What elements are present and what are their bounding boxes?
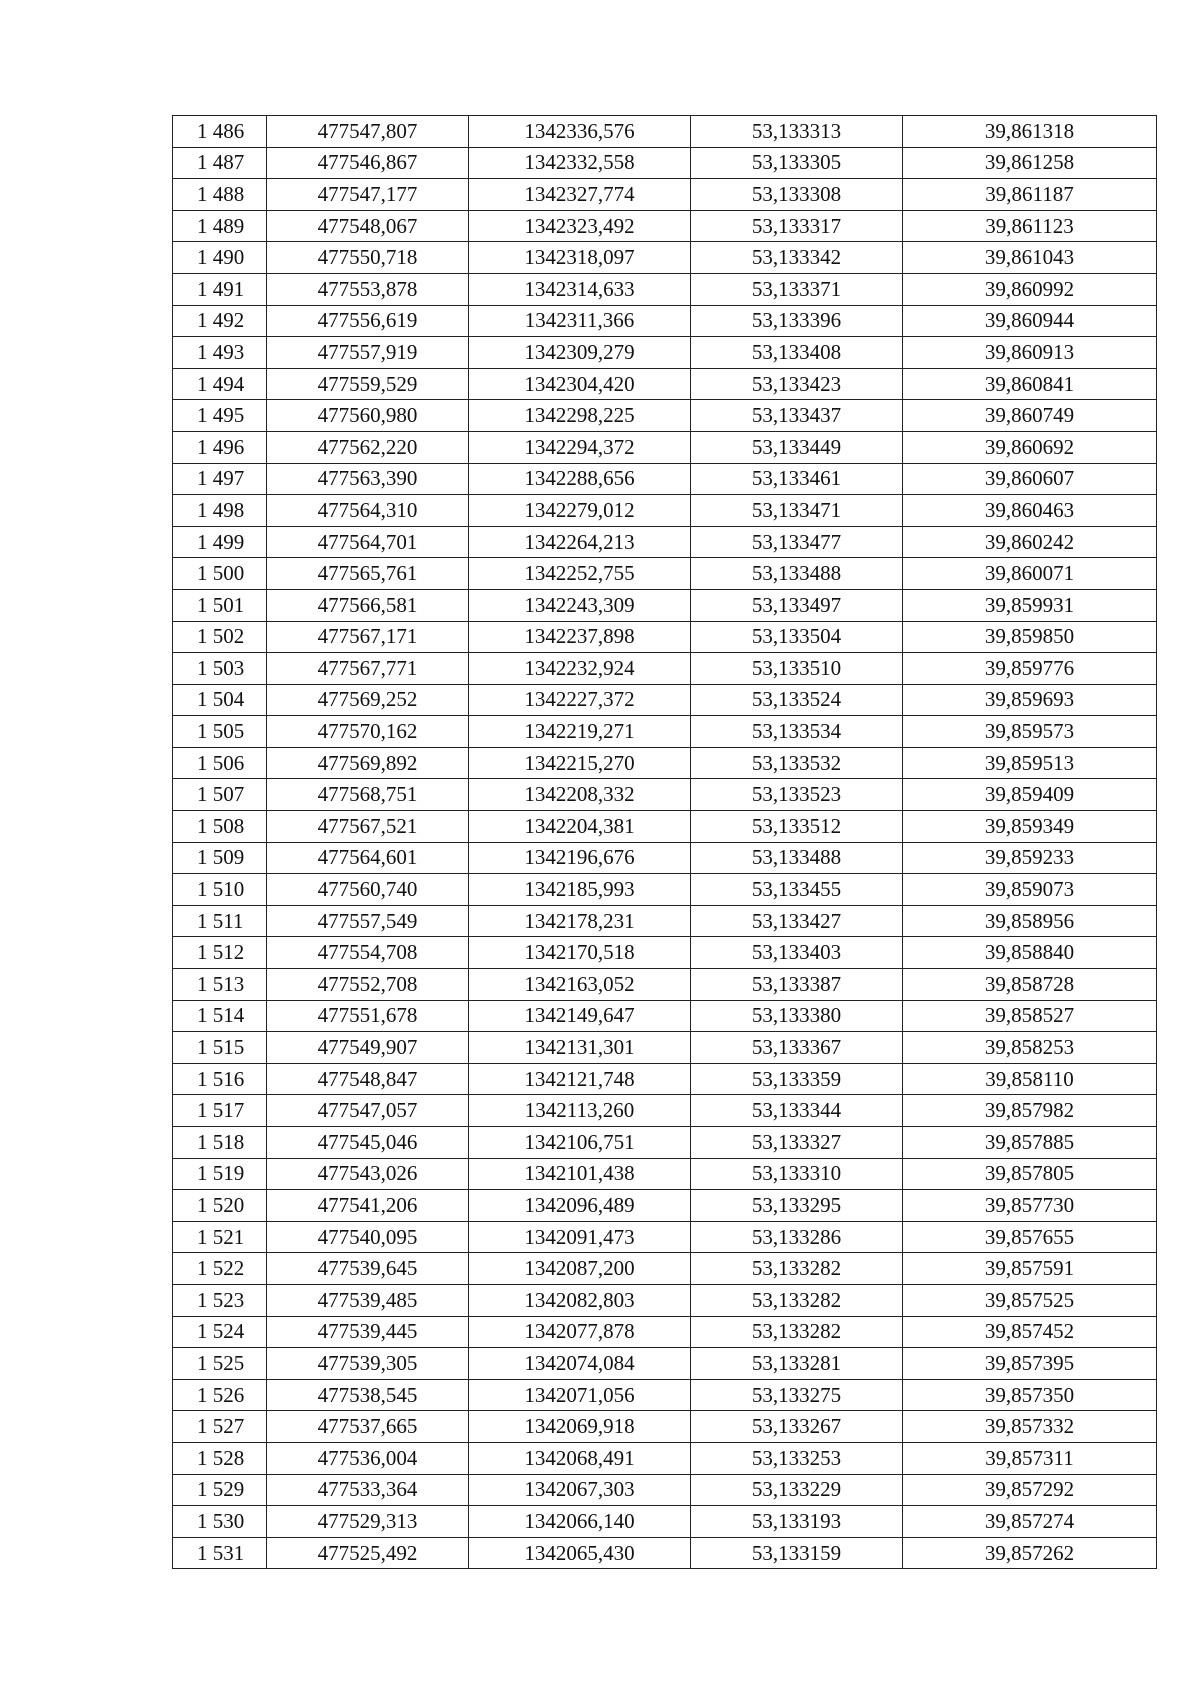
point-number-cell: 1 516 [173, 1063, 267, 1095]
point-number-cell: 1 489 [173, 210, 267, 242]
latitude-cell: 53,133523 [691, 779, 903, 811]
table-row [173, 937, 1157, 969]
latitude-cell: 53,133396 [691, 305, 903, 337]
longitude-cell: 39,857395 [903, 1348, 1157, 1380]
x-coordinate-cell: 477539,485 [267, 1284, 469, 1316]
point-number-cell: 1 504 [173, 684, 267, 716]
table-row [173, 1537, 1157, 1569]
longitude-cell: 39,860692 [903, 431, 1157, 463]
table-row [173, 1474, 1157, 1506]
y-coordinate-cell: 1342071,056 [469, 1379, 691, 1411]
point-number-cell: 1 498 [173, 495, 267, 527]
table-row [173, 1032, 1157, 1064]
x-coordinate-cell: 477546,867 [267, 147, 469, 179]
x-coordinate-cell: 477569,252 [267, 684, 469, 716]
x-coordinate-cell: 477564,601 [267, 842, 469, 874]
longitude-cell: 39,859233 [903, 842, 1157, 874]
y-coordinate-cell: 1342279,012 [469, 495, 691, 527]
latitude-cell: 53,133423 [691, 368, 903, 400]
table-row [173, 1190, 1157, 1222]
coordinates-table [172, 115, 1157, 1569]
y-coordinate-cell: 1342227,372 [469, 684, 691, 716]
longitude-cell: 39,859513 [903, 747, 1157, 779]
point-number-cell: 1 529 [173, 1474, 267, 1506]
longitude-cell: 39,860071 [903, 558, 1157, 590]
longitude-cell: 39,858956 [903, 905, 1157, 937]
longitude-cell: 39,857332 [903, 1411, 1157, 1443]
point-number-cell: 1 499 [173, 526, 267, 558]
y-coordinate-cell: 1342219,271 [469, 716, 691, 748]
table-row [173, 653, 1157, 685]
table-row [173, 242, 1157, 274]
point-number-cell: 1 520 [173, 1190, 267, 1222]
table-row [173, 1348, 1157, 1380]
table-row [173, 1221, 1157, 1253]
x-coordinate-cell: 477564,310 [267, 495, 469, 527]
latitude-cell: 53,133497 [691, 589, 903, 621]
x-coordinate-cell: 477566,581 [267, 589, 469, 621]
longitude-cell: 39,860749 [903, 400, 1157, 432]
x-coordinate-cell: 477547,057 [267, 1095, 469, 1127]
x-coordinate-cell: 477556,619 [267, 305, 469, 337]
y-coordinate-cell: 1342208,332 [469, 779, 691, 811]
latitude-cell: 53,133449 [691, 431, 903, 463]
y-coordinate-cell: 1342252,755 [469, 558, 691, 590]
y-coordinate-cell: 1342087,200 [469, 1253, 691, 1285]
latitude-cell: 53,133477 [691, 526, 903, 558]
x-coordinate-cell: 477548,067 [267, 210, 469, 242]
x-coordinate-cell: 477539,445 [267, 1316, 469, 1348]
table-row [173, 969, 1157, 1001]
longitude-cell: 39,859409 [903, 779, 1157, 811]
table-row [173, 1253, 1157, 1285]
longitude-cell: 39,861318 [903, 116, 1157, 148]
point-number-cell: 1 508 [173, 811, 267, 843]
point-number-cell: 1 510 [173, 874, 267, 906]
y-coordinate-cell: 1342314,633 [469, 273, 691, 305]
y-coordinate-cell: 1342327,774 [469, 179, 691, 211]
table-row [173, 463, 1157, 495]
table-row [173, 716, 1157, 748]
y-coordinate-cell: 1342149,647 [469, 1000, 691, 1032]
x-coordinate-cell: 477545,046 [267, 1127, 469, 1159]
longitude-cell: 39,861043 [903, 242, 1157, 274]
latitude-cell: 53,133408 [691, 337, 903, 369]
y-coordinate-cell: 1342323,492 [469, 210, 691, 242]
x-coordinate-cell: 477570,162 [267, 716, 469, 748]
longitude-cell: 39,860992 [903, 273, 1157, 305]
table-row [173, 779, 1157, 811]
y-coordinate-cell: 1342332,558 [469, 147, 691, 179]
latitude-cell: 53,133455 [691, 874, 903, 906]
table-row [173, 337, 1157, 369]
longitude-cell: 39,861187 [903, 179, 1157, 211]
latitude-cell: 53,133159 [691, 1537, 903, 1569]
table-row [173, 1158, 1157, 1190]
x-coordinate-cell: 477529,313 [267, 1506, 469, 1538]
point-number-cell: 1 490 [173, 242, 267, 274]
table-row [173, 589, 1157, 621]
point-number-cell: 1 493 [173, 337, 267, 369]
point-number-cell: 1 518 [173, 1127, 267, 1159]
point-number-cell: 1 497 [173, 463, 267, 495]
longitude-cell: 39,859693 [903, 684, 1157, 716]
x-coordinate-cell: 477564,701 [267, 526, 469, 558]
longitude-cell: 39,858253 [903, 1032, 1157, 1064]
x-coordinate-cell: 477543,026 [267, 1158, 469, 1190]
latitude-cell: 53,133344 [691, 1095, 903, 1127]
x-coordinate-cell: 477557,549 [267, 905, 469, 937]
x-coordinate-cell: 477565,761 [267, 558, 469, 590]
table-row [173, 621, 1157, 653]
x-coordinate-cell: 477533,364 [267, 1474, 469, 1506]
x-coordinate-cell: 477559,529 [267, 368, 469, 400]
table-row [173, 179, 1157, 211]
x-coordinate-cell: 477525,492 [267, 1537, 469, 1569]
longitude-cell: 39,857525 [903, 1284, 1157, 1316]
latitude-cell: 53,133532 [691, 747, 903, 779]
latitude-cell: 53,133359 [691, 1063, 903, 1095]
y-coordinate-cell: 1342121,748 [469, 1063, 691, 1095]
x-coordinate-cell: 477560,980 [267, 400, 469, 432]
longitude-cell: 39,861123 [903, 210, 1157, 242]
latitude-cell: 53,133380 [691, 1000, 903, 1032]
y-coordinate-cell: 1342066,140 [469, 1506, 691, 1538]
point-number-cell: 1 486 [173, 116, 267, 148]
y-coordinate-cell: 1342091,473 [469, 1221, 691, 1253]
longitude-cell: 39,857292 [903, 1474, 1157, 1506]
latitude-cell: 53,133461 [691, 463, 903, 495]
table-row [173, 558, 1157, 590]
table-row [173, 273, 1157, 305]
longitude-cell: 39,859931 [903, 589, 1157, 621]
table-row [173, 431, 1157, 463]
latitude-cell: 53,133342 [691, 242, 903, 274]
latitude-cell: 53,133229 [691, 1474, 903, 1506]
point-number-cell: 1 495 [173, 400, 267, 432]
table-row [173, 1316, 1157, 1348]
x-coordinate-cell: 477549,907 [267, 1032, 469, 1064]
point-number-cell: 1 491 [173, 273, 267, 305]
latitude-cell: 53,133471 [691, 495, 903, 527]
table-row [173, 1127, 1157, 1159]
x-coordinate-cell: 477563,390 [267, 463, 469, 495]
point-number-cell: 1 507 [173, 779, 267, 811]
longitude-cell: 39,857730 [903, 1190, 1157, 1222]
point-number-cell: 1 513 [173, 969, 267, 1001]
y-coordinate-cell: 1342294,372 [469, 431, 691, 463]
longitude-cell: 39,858728 [903, 969, 1157, 1001]
y-coordinate-cell: 1342077,878 [469, 1316, 691, 1348]
point-number-cell: 1 496 [173, 431, 267, 463]
y-coordinate-cell: 1342082,803 [469, 1284, 691, 1316]
y-coordinate-cell: 1342237,898 [469, 621, 691, 653]
longitude-cell: 39,857805 [903, 1158, 1157, 1190]
x-coordinate-cell: 477567,171 [267, 621, 469, 653]
x-coordinate-cell: 477550,718 [267, 242, 469, 274]
y-coordinate-cell: 1342101,438 [469, 1158, 691, 1190]
longitude-cell: 39,857350 [903, 1379, 1157, 1411]
table-row [173, 1506, 1157, 1538]
latitude-cell: 53,133253 [691, 1442, 903, 1474]
x-coordinate-cell: 477540,095 [267, 1221, 469, 1253]
table-row [173, 842, 1157, 874]
point-number-cell: 1 500 [173, 558, 267, 590]
longitude-cell: 39,857452 [903, 1316, 1157, 1348]
point-number-cell: 1 524 [173, 1316, 267, 1348]
point-number-cell: 1 512 [173, 937, 267, 969]
latitude-cell: 53,133281 [691, 1348, 903, 1380]
y-coordinate-cell: 1342336,576 [469, 116, 691, 148]
table-row [173, 147, 1157, 179]
x-coordinate-cell: 477551,678 [267, 1000, 469, 1032]
x-coordinate-cell: 477567,521 [267, 811, 469, 843]
longitude-cell: 39,857274 [903, 1506, 1157, 1538]
y-coordinate-cell: 1342113,260 [469, 1095, 691, 1127]
longitude-cell: 39,857885 [903, 1127, 1157, 1159]
longitude-cell: 39,860841 [903, 368, 1157, 400]
x-coordinate-cell: 477548,847 [267, 1063, 469, 1095]
x-coordinate-cell: 477568,751 [267, 779, 469, 811]
point-number-cell: 1 525 [173, 1348, 267, 1380]
x-coordinate-cell: 477547,177 [267, 179, 469, 211]
point-number-cell: 1 528 [173, 1442, 267, 1474]
x-coordinate-cell: 477554,708 [267, 937, 469, 969]
y-coordinate-cell: 1342318,097 [469, 242, 691, 274]
latitude-cell: 53,133305 [691, 147, 903, 179]
point-number-cell: 1 517 [173, 1095, 267, 1127]
x-coordinate-cell: 477552,708 [267, 969, 469, 1001]
longitude-cell: 39,860463 [903, 495, 1157, 527]
longitude-cell: 39,860944 [903, 305, 1157, 337]
x-coordinate-cell: 477547,807 [267, 116, 469, 148]
x-coordinate-cell: 477536,004 [267, 1442, 469, 1474]
x-coordinate-cell: 477537,665 [267, 1411, 469, 1443]
table-row [173, 684, 1157, 716]
x-coordinate-cell: 477553,878 [267, 273, 469, 305]
point-number-cell: 1 503 [173, 653, 267, 685]
latitude-cell: 53,133286 [691, 1221, 903, 1253]
latitude-cell: 53,133387 [691, 969, 903, 1001]
point-number-cell: 1 502 [173, 621, 267, 653]
point-number-cell: 1 488 [173, 179, 267, 211]
table-row [173, 1284, 1157, 1316]
table-row [173, 1095, 1157, 1127]
latitude-cell: 53,133488 [691, 558, 903, 590]
y-coordinate-cell: 1342264,213 [469, 526, 691, 558]
point-number-cell: 1 492 [173, 305, 267, 337]
longitude-cell: 39,858110 [903, 1063, 1157, 1095]
y-coordinate-cell: 1342069,918 [469, 1411, 691, 1443]
y-coordinate-cell: 1342215,270 [469, 747, 691, 779]
latitude-cell: 53,133310 [691, 1158, 903, 1190]
x-coordinate-cell: 477557,919 [267, 337, 469, 369]
point-number-cell: 1 514 [173, 1000, 267, 1032]
y-coordinate-cell: 1342131,301 [469, 1032, 691, 1064]
point-number-cell: 1 511 [173, 905, 267, 937]
longitude-cell: 39,859349 [903, 811, 1157, 843]
latitude-cell: 53,133267 [691, 1411, 903, 1443]
point-number-cell: 1 522 [173, 1253, 267, 1285]
longitude-cell: 39,857311 [903, 1442, 1157, 1474]
latitude-cell: 53,133427 [691, 905, 903, 937]
point-number-cell: 1 487 [173, 147, 267, 179]
latitude-cell: 53,133437 [691, 400, 903, 432]
point-number-cell: 1 530 [173, 1506, 267, 1538]
latitude-cell: 53,133275 [691, 1379, 903, 1411]
table-row [173, 400, 1157, 432]
table-row [173, 116, 1157, 148]
y-coordinate-cell: 1342067,303 [469, 1474, 691, 1506]
longitude-cell: 39,860242 [903, 526, 1157, 558]
table-row [173, 210, 1157, 242]
longitude-cell: 39,858840 [903, 937, 1157, 969]
longitude-cell: 39,857591 [903, 1253, 1157, 1285]
table-row [173, 1411, 1157, 1443]
latitude-cell: 53,133512 [691, 811, 903, 843]
latitude-cell: 53,133371 [691, 273, 903, 305]
latitude-cell: 53,133317 [691, 210, 903, 242]
point-number-cell: 1 526 [173, 1379, 267, 1411]
y-coordinate-cell: 1342196,676 [469, 842, 691, 874]
latitude-cell: 53,133193 [691, 1506, 903, 1538]
y-coordinate-cell: 1342304,420 [469, 368, 691, 400]
point-number-cell: 1 519 [173, 1158, 267, 1190]
table-row [173, 1379, 1157, 1411]
latitude-cell: 53,133313 [691, 116, 903, 148]
point-number-cell: 1 521 [173, 1221, 267, 1253]
point-number-cell: 1 506 [173, 747, 267, 779]
longitude-cell: 39,857982 [903, 1095, 1157, 1127]
table-row [173, 526, 1157, 558]
x-coordinate-cell: 477569,892 [267, 747, 469, 779]
longitude-cell: 39,859776 [903, 653, 1157, 685]
latitude-cell: 53,133488 [691, 842, 903, 874]
y-coordinate-cell: 1342185,993 [469, 874, 691, 906]
point-number-cell: 1 509 [173, 842, 267, 874]
x-coordinate-cell: 477567,771 [267, 653, 469, 685]
point-number-cell: 1 505 [173, 716, 267, 748]
point-number-cell: 1 515 [173, 1032, 267, 1064]
table-row [173, 495, 1157, 527]
x-coordinate-cell: 477560,740 [267, 874, 469, 906]
longitude-cell: 39,861258 [903, 147, 1157, 179]
x-coordinate-cell: 477539,645 [267, 1253, 469, 1285]
latitude-cell: 53,133295 [691, 1190, 903, 1222]
table-row [173, 1442, 1157, 1474]
x-coordinate-cell: 477539,305 [267, 1348, 469, 1380]
latitude-cell: 53,133510 [691, 653, 903, 685]
y-coordinate-cell: 1342170,518 [469, 937, 691, 969]
latitude-cell: 53,133282 [691, 1253, 903, 1285]
table-row [173, 1063, 1157, 1095]
latitude-cell: 53,133403 [691, 937, 903, 969]
latitude-cell: 53,133308 [691, 179, 903, 211]
x-coordinate-cell: 477541,206 [267, 1190, 469, 1222]
latitude-cell: 53,133367 [691, 1032, 903, 1064]
y-coordinate-cell: 1342309,279 [469, 337, 691, 369]
coordinates-table-body [173, 116, 1157, 1569]
latitude-cell: 53,133282 [691, 1284, 903, 1316]
y-coordinate-cell: 1342106,751 [469, 1127, 691, 1159]
x-coordinate-cell: 477538,545 [267, 1379, 469, 1411]
y-coordinate-cell: 1342232,924 [469, 653, 691, 685]
table-row [173, 811, 1157, 843]
y-coordinate-cell: 1342288,656 [469, 463, 691, 495]
y-coordinate-cell: 1342065,430 [469, 1537, 691, 1569]
y-coordinate-cell: 1342204,381 [469, 811, 691, 843]
table-row [173, 747, 1157, 779]
table-row [173, 1000, 1157, 1032]
table-row [173, 905, 1157, 937]
latitude-cell: 53,133534 [691, 716, 903, 748]
longitude-cell: 39,857655 [903, 1221, 1157, 1253]
latitude-cell: 53,133282 [691, 1316, 903, 1348]
latitude-cell: 53,133327 [691, 1127, 903, 1159]
point-number-cell: 1 501 [173, 589, 267, 621]
longitude-cell: 39,858527 [903, 1000, 1157, 1032]
point-number-cell: 1 527 [173, 1411, 267, 1443]
longitude-cell: 39,859073 [903, 874, 1157, 906]
x-coordinate-cell: 477562,220 [267, 431, 469, 463]
latitude-cell: 53,133524 [691, 684, 903, 716]
y-coordinate-cell: 1342096,489 [469, 1190, 691, 1222]
y-coordinate-cell: 1342074,084 [469, 1348, 691, 1380]
longitude-cell: 39,860913 [903, 337, 1157, 369]
longitude-cell: 39,859573 [903, 716, 1157, 748]
latitude-cell: 53,133504 [691, 621, 903, 653]
point-number-cell: 1 494 [173, 368, 267, 400]
longitude-cell: 39,859850 [903, 621, 1157, 653]
table-row [173, 874, 1157, 906]
y-coordinate-cell: 1342163,052 [469, 969, 691, 1001]
point-number-cell: 1 531 [173, 1537, 267, 1569]
point-number-cell: 1 523 [173, 1284, 267, 1316]
y-coordinate-cell: 1342243,309 [469, 589, 691, 621]
y-coordinate-cell: 1342178,231 [469, 905, 691, 937]
table-row [173, 368, 1157, 400]
y-coordinate-cell: 1342068,491 [469, 1442, 691, 1474]
longitude-cell: 39,857262 [903, 1537, 1157, 1569]
longitude-cell: 39,860607 [903, 463, 1157, 495]
table-row [173, 305, 1157, 337]
y-coordinate-cell: 1342311,366 [469, 305, 691, 337]
y-coordinate-cell: 1342298,225 [469, 400, 691, 432]
